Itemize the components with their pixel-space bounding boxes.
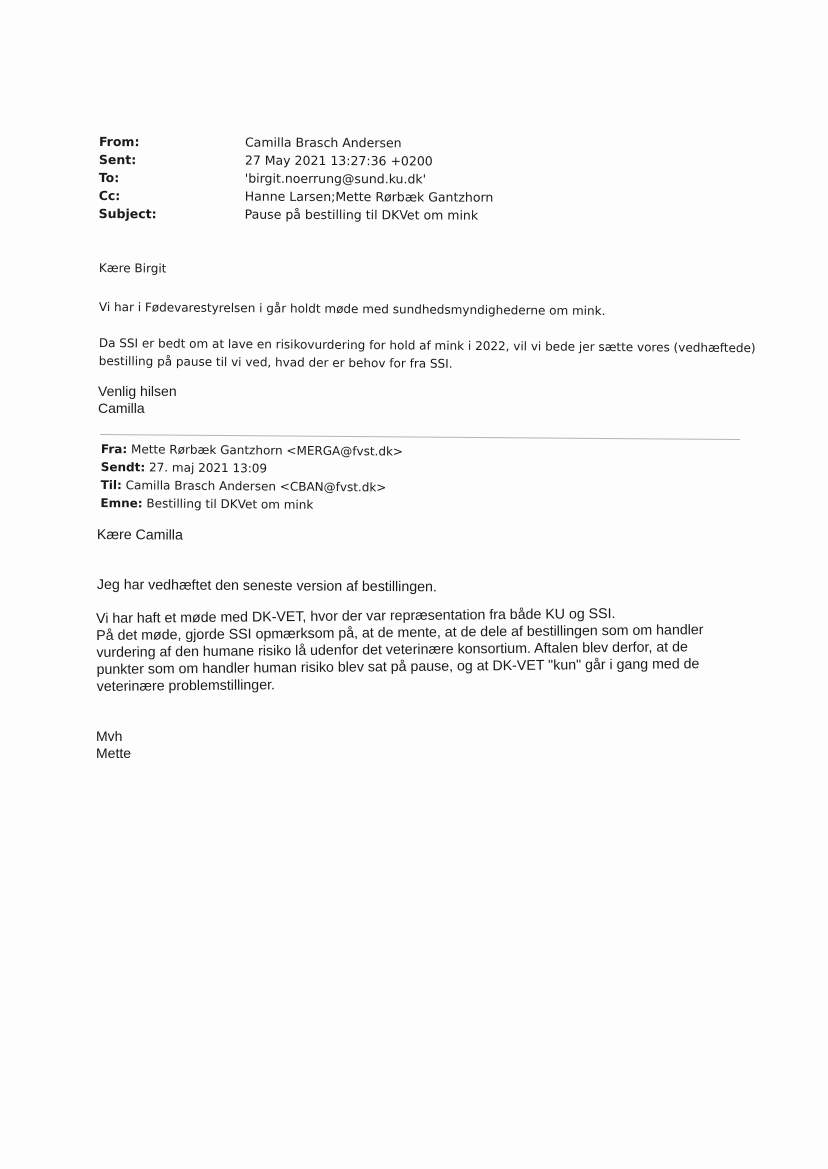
original-paragraph-2-line: veterinære problemstillinger. [96,677,276,695]
subject-label: Subject: [98,205,157,222]
original-paragraph-2 [96,605,704,696]
original-greeting: Kære Camilla [96,527,183,544]
fra-value: Mette Rørbæk Gantzhorn <MERGA@fvst.dk> [130,442,404,459]
til-label: Til: [100,477,122,493]
email-header [99,133,494,225]
reply-signature-block [98,383,177,417]
emne-value: Bestilling til DKVet om mink [146,496,314,512]
reply-paragraph-1: Vi har i Fødevarestyrelsen i går holdt møde med sundhedsmyndighederne om mink. [98,300,606,318]
sent-value: 27 May 2021 13:27:36 +0200 [244,152,433,169]
sendt-value: 27. maj 2021 13:09 [148,460,268,476]
header-subject-row [99,205,494,225]
reply-paragraph-2-line: Da SSI er bedt om at lave en risikovurdering for hold af mink i 2022, vil vi bede jer sætte vores (vedhæftede) [98,335,756,356]
subject-value: Pause på bestilling til DKVet om mink [244,206,479,223]
reply-signature: Camilla [98,400,145,416]
original-paragraph-1: Jeg har vedhæftet den seneste version af bestillingen. [96,577,437,596]
fra-label: Fra: [100,441,128,457]
original-signoff: Mvh [96,728,123,744]
forwarded-header [100,440,403,515]
header-from-row [99,133,494,153]
cc-label: Cc: [98,187,121,204]
from-value: Camilla Brasch Andersen [244,134,402,151]
til-value: Camilla Brasch Andersen <CBAN@fvst.dk> [125,478,387,495]
original-paragraph-2-line: Vi har haft et møde med DK-VET, hvor der var repræsentation fra både KU og SSI. [96,606,616,627]
sendt-label: Sendt: [100,459,146,475]
header-cc-row [99,187,494,207]
reply-paragraph-2 [99,334,756,375]
emne-label: Emne: [100,495,143,511]
reply-greeting: Kære Birgit [98,261,167,276]
original-signature-block [96,728,131,762]
forwarded-subject-row [100,494,402,515]
header-to-row [99,169,494,189]
original-paragraph-2-line: På det møde, gjorde SSI opmærksom på, at de mente, at de dele af bestillingen som om handler [96,622,704,644]
cc-value: Hanne Larsen;Mette Rørbæk Gantzhorn [244,188,494,205]
to-label: To: [98,169,120,186]
original-paragraph-2-line: punkter som om handler human risiko blev sat på pause, og at DK-VET "kun" går i gang med de [96,656,700,678]
reply-signoff: Venlig hilsen [98,383,177,399]
original-paragraph-2-line: vurdering af den humane risiko lå udenfor det veterinære konsortium. Aftalen blev derfor, at de [96,639,688,661]
sent-label: Sent: [98,151,137,168]
original-signature: Mette [96,745,132,761]
from-label: From: [98,133,140,150]
forward-divider [100,434,740,440]
reply-paragraph-2-line: bestilling på pause til vi ved, hvad der er behov for fra SSI. [98,353,453,371]
header-sent-row [99,151,494,171]
to-value: 'birgit.noerrung@sund.ku.dk' [244,170,427,187]
